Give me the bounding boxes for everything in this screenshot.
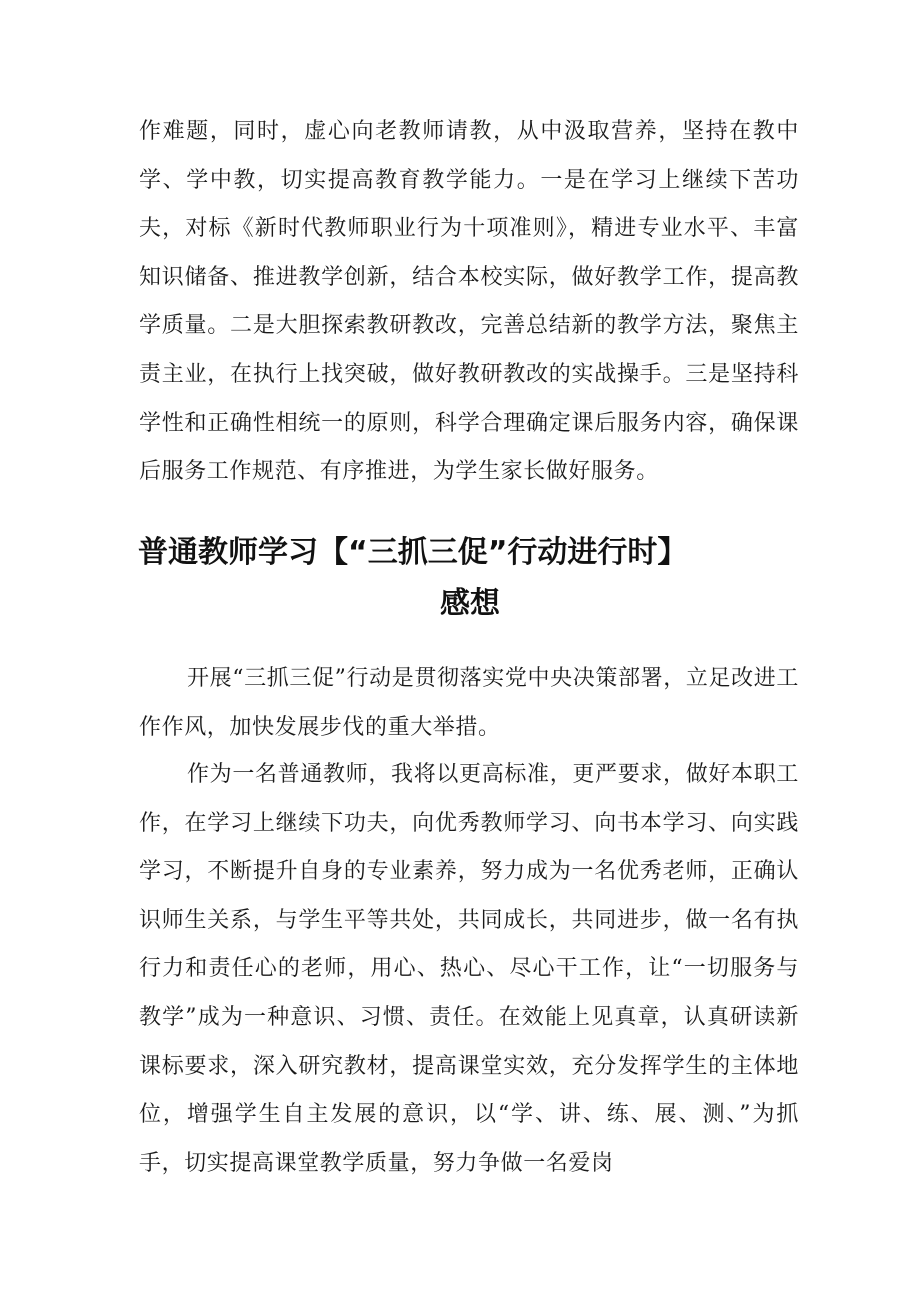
intro-paragraph: 作难题，同时，虚心向老教师请教，从中汲取营养，坚持在教中学、学中教，切实提高教育教学能力。一是在学习上继续下苦功夫，对标《新时代教师职业行为十项准则》，精进专业水平、丰富知识储备、推进教学创新，结合本校实际，做好教学工作，提高教学质量。二是大胆探索教研教改，完善总结新的教学方法，聚焦主责主业，在执行上找突破，做好教研教改的实战操手。三是坚持科学性和正确性相统一的原则，科学合理确定课后服务内容，确保课后服务工作规范、有序推进，为学生家长做好服务。 xyxy=(139,119,799,485)
body-paragraph-1: 开展“三抓三促”行动是贯彻落实党中央决策部署，立足改进工作作风，加快发展步伐的重大举措。 xyxy=(139,666,799,740)
body-paragraph-2: 作为一名普通教师，我将以更高标准，更严要求，做好本职工作，在学习上继续下功夫，向优秀教师学习、向书本学习、向实践学习，不断提升自身的专业素养，努力成为一名优秀老师，正确认识师生关系，与学生平等共处，共同成长，共同进步，做一名有执行力和责任心的老师，用心、热心、尽心干工作，让“一切服务与教学”成为一种意识、习惯、责任。在效能上见真章，认真研读新课标要求，深入研究教材，提高课堂实效，充分发挥学生的主体地位，增强学生自主发展的意识，以“学、讲、练、展、测、”为抓手，切实提高课堂教学质量，努力争做一名爱岗 xyxy=(139,762,799,1176)
article-title-line-1: 普通教师学习【“三抓三促”行动进行时】 xyxy=(138,535,688,570)
article-title-line-2: 感想 xyxy=(440,586,500,621)
